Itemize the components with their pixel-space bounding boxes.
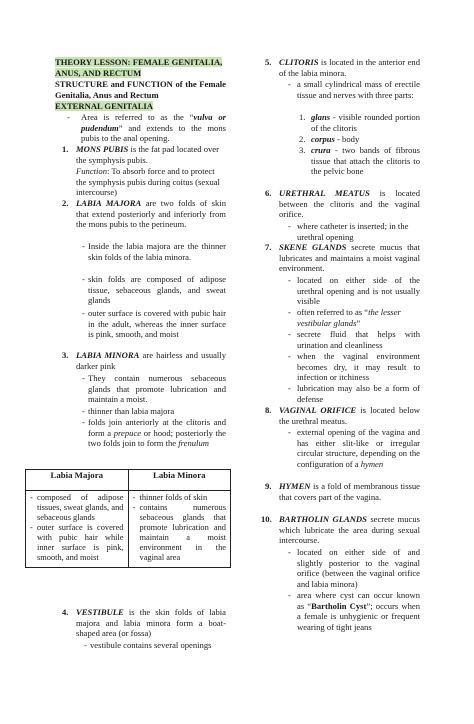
- labia-minora-bullet-1: - They contain numerous sebaceous glands that promote lubrication and maintain a moist.: [82, 373, 226, 405]
- skene-bullet-2: - often referred to as “the lesser vestibular glands”: [288, 307, 401, 328]
- item-urethral-meatus: 6. URETHRAL MEATUS is located between the clitoris and the vaginal orifice.: [265, 188, 421, 220]
- external-genitalia-heading: EXTERNAL GENITALIA: [55, 101, 153, 111]
- bartholin-bullet-1: - located on either side of and slightly posterior to the vaginal orifice (between the vaginal orifice and labia minora): [288, 547, 420, 589]
- item-skene-glands: 7. SKENE GLANDS secrete mucus that lubricates and maintains a moist vaginal environment.: [265, 242, 420, 274]
- urethral-meatus-bullet-1: - where catheter is inserted; in the urethral opening: [288, 221, 409, 242]
- item-vaginal-orifice: 8. VAGINAL ORIFICE is located below the urethral meatus.: [265, 405, 420, 426]
- list-item: - thinner folds of skin: [132, 493, 208, 502]
- skene-bullet-5: - lubrication may also be a form of defense: [288, 383, 420, 404]
- table-cell-labia-minora: [128, 491, 231, 568]
- item-vestibule: 4. VESTIBULE is the skin folds of labia majora and labia minora form a boat-shaped area (or fossa): [62, 607, 226, 639]
- labia-majora-bullet-1: - Inside the labia majora are the thinner skin folds of the labia minora.: [82, 241, 226, 262]
- item-mons-pubis: 1. MONS PUBIS is the fat pad located over the symphysis pubis. Function: To absorb force and to protect the symphysis pubis during coitus (sexual intercourse): [62, 144, 220, 198]
- item-labia-majora: 2. LABIA MAJORA are two folds of skin that extend posteriorly and inferiorly from the mons pubis to the perineum.: [62, 198, 226, 230]
- list-item: - composed of adipose tissues, sweat glands, and sebaceous glands: [30, 493, 124, 522]
- table-header-labia-minora: Labia Minora: [128, 470, 231, 491]
- vestibule-bullet-1: - vestibule contains several openings: [84, 640, 212, 650]
- list-item: - contains numerous sebaceous glands that promote lubrication and maintain a moist environment in the vaginal area: [132, 503, 226, 562]
- clitoris-part-glans: 1. glans - visible rounded portion of the clitoris: [299, 112, 420, 133]
- list-item: - outer surface is covered with pubic hair while inner surface is pink, smooth, and moist: [30, 523, 124, 562]
- labia-minora-bullet-2: - thinner than labia majora: [82, 406, 175, 416]
- item-hymen: 9. HYMEN is a fold of membranous tissue that covers part of the vagina.: [265, 481, 420, 502]
- table-header-labia-majora: Labia Majora: [26, 470, 129, 491]
- item-bartholin-glands: 10. BARTHOLIN GLANDS secrete mucus which lubricate the area during sexual intercourse.: [261, 514, 420, 546]
- skene-bullet-3: - secrete fluid that helps with urination and cleanliness: [288, 329, 420, 350]
- item-labia-minora: 3. LABIA MINORA are hairless and usually darker pink: [62, 350, 227, 371]
- skene-bullet-4: - when the vaginal environment becomes dry, it may result to infection or itchiness: [288, 351, 420, 383]
- bartholin-bullet-2: - area where cyst can occur known as “Bartholin Cyst”; occurs when a female is unhygienic or frequent wearing of tight jeans: [288, 590, 420, 632]
- clitoris-part-crura: 3. crura - two bands of fibrous tissue that attach the clitoris to the pelvic bone: [299, 145, 420, 177]
- labia-majora-bullet-3: - outer surface is covered with pubic hair in the adult, whereas the inner surface is pink, smooth, and moist: [82, 308, 226, 340]
- clitoris-part-corpus: 2. corpus - body: [299, 134, 360, 144]
- clitoris-bullet-1: - a small cylindrical mass of erectile tissue and nerves with three parts:: [288, 79, 420, 100]
- vaginal-orifice-bullet-1: - external opening of the vagina and has either slit-like or irregular circular structure, depending on the configuration of a hymen: [288, 427, 420, 469]
- labia-majora-bullet-2: - skin folds are composed of adipose tissue, sebaceous glands, and sweat glands: [82, 274, 226, 306]
- table-cell-labia-majora: [26, 491, 129, 568]
- intro-text: - Area is referred to as the “vulva or pudendum” and extends to the mons pubis to the anal opening.: [67, 112, 226, 144]
- skene-bullet-1: - located on either side of the urethral opening and is not usually visible: [288, 275, 420, 307]
- labia-minora-bullet-3: - folds join anteriorly at the clitoris and form a prepuce or hood; posteriorly the two folds join to form the frenulum: [82, 417, 226, 449]
- item-clitoris: 5. CLITORIS is located in the anterior end of the labia minora.: [265, 57, 420, 78]
- structure-heading: STRUCTURE and FUNCTION of the Female Genitalia, Anus and Rectum: [55, 79, 226, 100]
- comparison-table: [25, 469, 231, 568]
- lesson-title: THEORY LESSON: FEMALE GENITALIA, ANUS, AND RECTUM: [55, 57, 223, 78]
